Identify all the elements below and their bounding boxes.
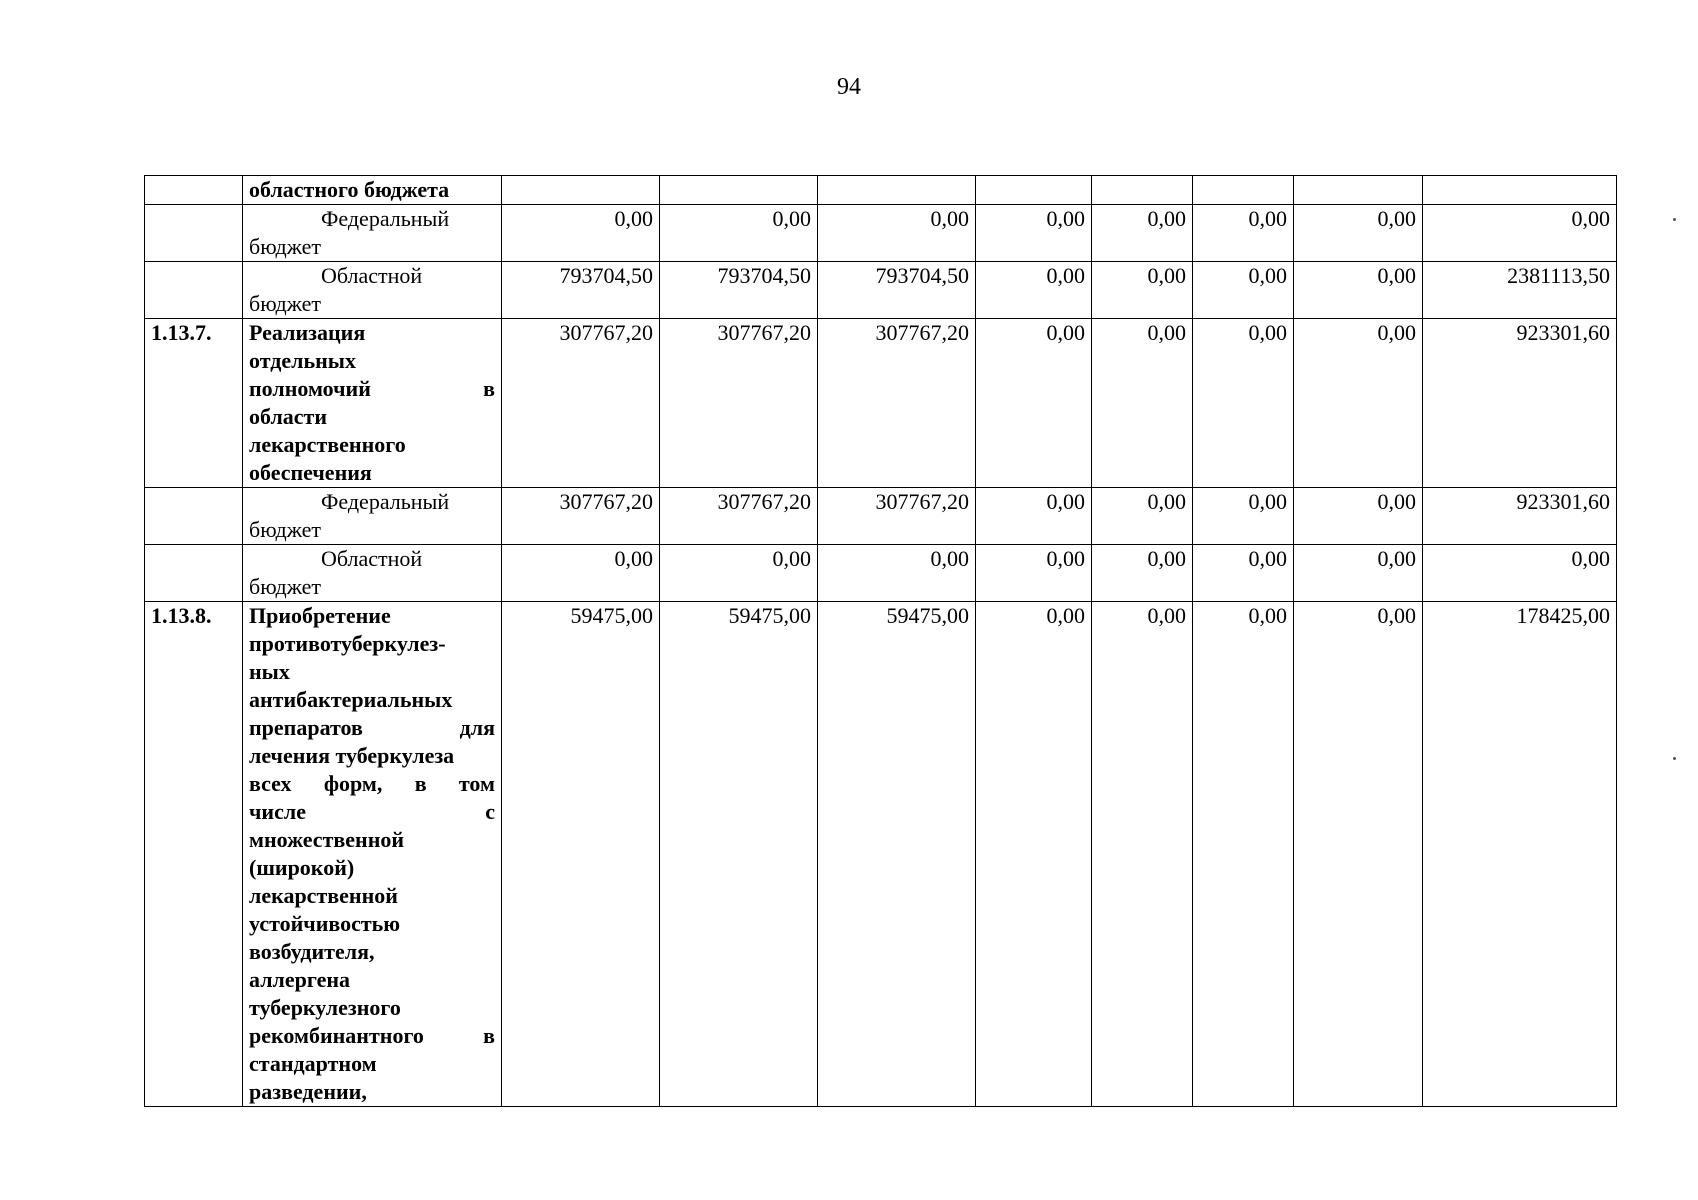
row-value: 0,00 [1193,602,1294,1107]
row-name-word: рекомбинантного [249,1023,424,1048]
row-value: 0,00 [976,262,1092,319]
row-name-line: множественной [249,827,405,852]
row-value: 59475,00 [660,602,818,1107]
row-value: 0,00 [1294,205,1423,262]
row-name-first: Федеральный [321,489,450,514]
row-name-line: лечения туберкулеза [249,743,455,768]
row-name-line: лекарственного [249,432,406,457]
row-name-line: области [249,404,328,429]
row-name [243,262,502,319]
row-code [145,205,243,262]
row-value: 0,00 [976,205,1092,262]
row-value: 307767,20 [660,319,818,488]
row-name-line [249,1022,495,1050]
row-name-word: препаратов [249,715,363,740]
row-value: 307767,20 [818,319,976,488]
row-value: 0,00 [1423,205,1617,262]
row-value: 0,00 [1092,488,1193,545]
row-value: 307767,20 [818,488,976,545]
row-value: 178425,00 [1423,602,1617,1107]
row-name-first: Областной [321,263,423,288]
table-row [145,602,1617,1107]
row-value: 0,00 [1294,262,1423,319]
row-value: 307767,20 [502,488,660,545]
row-name-word: том [458,771,495,796]
row-value: 793704,50 [818,262,976,319]
row-value [818,176,976,205]
row-name-line: (широкой) [249,855,355,880]
row-value: 0,00 [1092,205,1193,262]
row-name-word: в [483,1023,495,1048]
row-value: 0,00 [1193,319,1294,488]
row-name-word: полномочий [249,376,371,401]
row-value: 0,00 [1092,319,1193,488]
row-value [976,176,1092,205]
row-value [1294,176,1423,205]
row-value: 2381113,50 [1423,262,1617,319]
row-value [1092,176,1193,205]
row-code [145,545,243,602]
row-value: 0,00 [1092,545,1193,602]
row-name [243,602,502,1107]
row-code [145,176,243,205]
row-value: 0,00 [1193,205,1294,262]
row-value [1423,176,1617,205]
table-row [145,488,1617,545]
row-name-line: Реализация [249,320,366,345]
row-name-rest: бюджет [249,517,321,542]
table-row [145,205,1617,262]
row-name-word: в [414,771,427,796]
row-value: 0,00 [1193,488,1294,545]
row-name-line: областного бюджета [249,177,450,202]
row-name-line [249,798,495,826]
row-name-line: туберкулезного [249,995,401,1020]
row-value: 0,00 [1294,602,1423,1107]
row-name-line: стандартном [249,1051,377,1076]
row-name-rest: бюджет [249,291,321,316]
row-value: 923301,60 [1423,319,1617,488]
row-value: 0,00 [1294,488,1423,545]
row-value: 0,00 [1193,545,1294,602]
row-name-line: обеспечения [249,460,372,485]
row-name-word: с [485,799,495,824]
row-value: 59475,00 [502,602,660,1107]
row-value: 0,00 [1294,319,1423,488]
row-name [243,205,502,262]
row-name [243,488,502,545]
row-value: 59475,00 [818,602,976,1107]
row-value [660,176,818,205]
row-value: 793704,50 [502,262,660,319]
table-row [145,262,1617,319]
row-name-line [249,770,495,798]
row-value: 0,00 [502,545,660,602]
row-name-word: всех [249,771,292,796]
row-code: 1.13.8. [145,602,243,1107]
row-name [243,319,502,488]
row-code: 1.13.7. [145,319,243,488]
row-value: 793704,50 [660,262,818,319]
row-name-line: разведении, [249,1079,367,1104]
row-value: 923301,60 [1423,488,1617,545]
row-name-line: противотуберкулез- [249,631,446,656]
row-value: 0,00 [660,545,818,602]
row-name-line: отдельных [249,348,356,373]
row-value: 0,00 [818,545,976,602]
row-name-line: лекарственной [249,883,398,908]
row-value: 0,00 [660,205,818,262]
row-name-rest: бюджет [249,234,321,259]
row-value: 0,00 [976,545,1092,602]
scan-speck [1673,757,1676,760]
row-value: 0,00 [1423,545,1617,602]
row-name-line: возбудителя, [249,939,375,964]
row-value: 0,00 [976,602,1092,1107]
row-name-word: в [483,376,495,401]
row-name-line: ных [249,659,290,684]
row-name-word: для [459,715,495,740]
row-name-line: Приобретение [249,603,391,628]
table-row [145,545,1617,602]
table-row [145,319,1617,488]
row-value: 0,00 [1294,545,1423,602]
page-number: 94 [837,74,861,100]
row-value: 0,00 [1092,262,1193,319]
row-name-line [249,375,495,403]
row-value: 307767,20 [502,319,660,488]
row-name-first: Федеральный [321,206,450,231]
row-name [243,176,502,205]
table-row [145,176,1617,205]
row-name-word: форм, [323,771,383,796]
row-value [502,176,660,205]
row-name-line [249,714,495,742]
row-value [1193,176,1294,205]
row-code [145,488,243,545]
row-name-line: устойчивостью [249,911,401,936]
row-value: 0,00 [818,205,976,262]
row-value: 0,00 [976,319,1092,488]
row-value: 0,00 [976,488,1092,545]
budget-table [144,175,1617,1107]
row-value: 0,00 [1092,602,1193,1107]
row-name-rest: бюджет [249,574,321,599]
row-code [145,262,243,319]
row-name [243,545,502,602]
row-value: 0,00 [1193,262,1294,319]
row-name-line: аллергена [249,967,351,992]
row-value: 0,00 [502,205,660,262]
row-name-first: Областной [321,546,423,571]
scan-speck [1673,218,1676,221]
row-name-word: числе [249,799,306,824]
row-value: 307767,20 [660,488,818,545]
row-name-line: антибактериальных [249,687,453,712]
